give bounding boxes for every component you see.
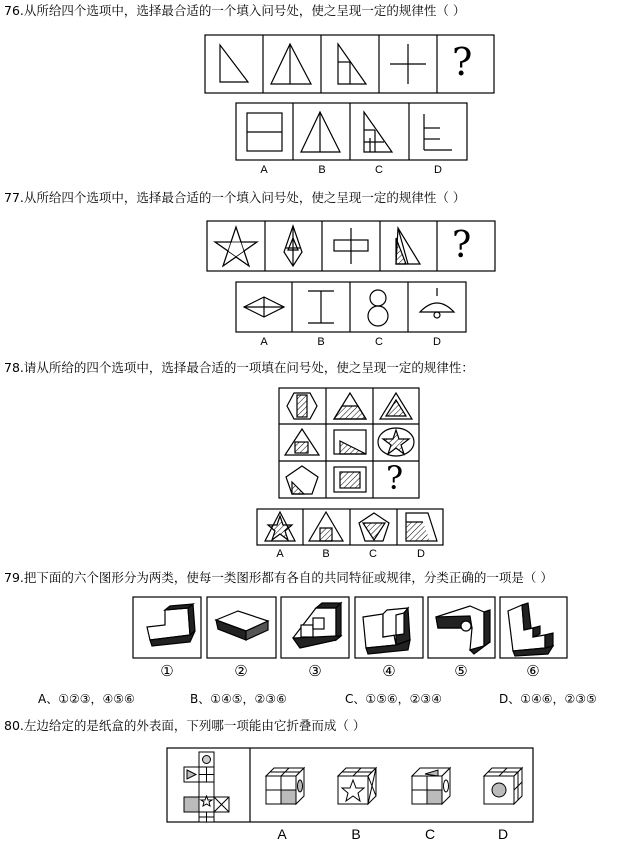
q77-option-d-label: D [433, 336, 441, 348]
q80-option-c-label: C [424, 826, 436, 842]
q76-option-c-label: C [375, 164, 383, 176]
q77-question-mark: ? [452, 225, 472, 266]
q77-option-a-label: A [260, 336, 268, 348]
q77-option-c-label: C [375, 336, 383, 348]
q78-text: 78.请从所给的四个选项中，选择最合适的一项填在问号处，使之呈现一定的规律性： [4, 360, 474, 375]
q78-option-d-label: D [417, 548, 425, 560]
q79-figure-number-6: ⑥ [526, 662, 540, 680]
q76-option-a-label: A [260, 164, 268, 176]
q80-text: 80.左边给定的是纸盒的外表面，下列哪一项能由它折叠而成（ ） [4, 718, 366, 733]
q79-choice-a[interactable]: A、①②③，④⑤⑥ [38, 692, 135, 706]
q76-question-mark: ? [452, 40, 473, 84]
q78-option-a-label: A [276, 548, 284, 560]
q79-choice-d[interactable]: D、①④⑥，②③⑤ [499, 692, 597, 706]
q78-option-c-label: C [369, 548, 377, 560]
q78-option-b-label: B [322, 548, 330, 560]
q76-option-d-label: D [434, 164, 442, 176]
q78-question-mark: ? [386, 459, 404, 497]
q79-choice-b[interactable]: B、①④⑤，②③⑥ [190, 692, 287, 706]
q77-text: 77.从所给四个选项中，选择最合适的一个填入问号处，使之呈现一定的规律性（ ） [4, 190, 466, 205]
q79-figure-number-3: ③ [308, 662, 322, 680]
q76-option-b-label: B [318, 164, 326, 176]
q80-option-b-label: B [351, 826, 361, 842]
q79-figure-number-5: ⑤ [454, 662, 468, 680]
q79-figure-number-4: ④ [382, 662, 396, 680]
q79-choice-c[interactable]: C、①⑤⑥，②③④ [345, 692, 442, 706]
q80-option-a-label: A [277, 826, 287, 842]
q79-figure-number-1: ① [160, 662, 174, 680]
q76-text: 76.从所给四个选项中，选择最合适的一个填入问号处，使之呈现一定的规律性（ ） [4, 3, 466, 18]
q80-option-d-label: D [497, 826, 509, 842]
q79-figure-number-2: ② [234, 662, 248, 680]
q79-text: 79.把下面的六个图形分为两类，使每一类图形都有各自的共同特征或规律，分类正确的一项是（ ） [4, 570, 553, 585]
q77-option-b-label: B [317, 336, 325, 348]
